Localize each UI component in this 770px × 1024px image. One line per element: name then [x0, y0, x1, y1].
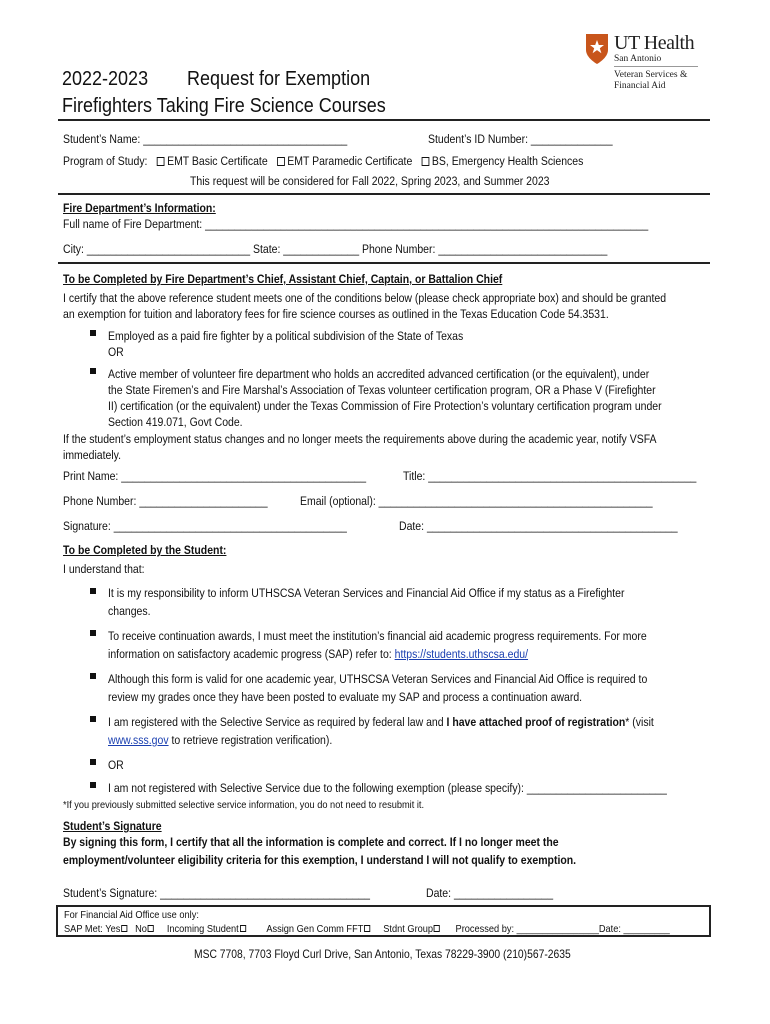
condition2-checkbox[interactable]: [90, 368, 96, 374]
bullet4-line2: [108, 732, 332, 748]
title-field[interactable]: Title: ______________________________________________: [403, 469, 697, 483]
signature-statement-line2: employment/volunteer eligibility criteria for this exemption, I understand I will not qualify to exemption.: [63, 853, 577, 867]
bullet-3: [90, 673, 96, 679]
selective-service-registered-checkbox[interactable]: [90, 716, 96, 722]
footer-address: MSC 7708, 7703 Floyd Curl Drive, San Antonio, Texas 78229-3900 (210)567-2635: [194, 947, 571, 961]
condition2-line2: the State Firemen’s and Fire Marshal’s Association of Texas volunteer certification program, OR a Phase V (Firefighter: [108, 383, 656, 397]
logo-dept-line2: Financial Aid: [614, 81, 666, 91]
student-date-field[interactable]: Date: _________________: [426, 886, 554, 900]
incoming-student-checkbox[interactable]: [240, 925, 246, 932]
fire-dept-heading: Fire Department’s Information:: [63, 201, 216, 215]
stdnt-group-label: Stdnt Group: [383, 923, 434, 935]
certify-line1: I certify that the above reference student meets one of the conditions below (please check appropriate box) and should be granted: [63, 291, 667, 305]
fire-dept-name-field[interactable]: Full name of Fire Department: ____________________________________________________________________________: [63, 217, 649, 231]
sap-yes-checkbox[interactable]: [121, 925, 127, 932]
bullet-or: [90, 759, 96, 765]
form-subtitle: Firefighters Taking Fire Science Courses: [62, 95, 386, 117]
office-use-label: For Financial Aid Office use only:: [64, 909, 199, 921]
chief-section-heading: To be Completed by Fire Department’s Chief, Assistant Chief, Captain, or Battalion Chief: [63, 272, 503, 286]
logo-subtitle: San Antonio: [614, 54, 662, 64]
program-of-study: [63, 153, 583, 169]
understand-label: I understand that:: [63, 562, 145, 576]
emt-basic-checkbox[interactable]: [157, 157, 165, 166]
student-signature-heading: Student’s Signature: [63, 819, 162, 833]
processed-by-field[interactable]: Processed by: ________________: [455, 923, 599, 935]
chief-signature-field[interactable]: Signature: ________________________________________: [63, 519, 347, 533]
signature-statement-line1: By signing this form, I certify that all the information is complete and correct. If I no longer meet the: [63, 835, 559, 849]
bullet4-text-pre: I am registered with the Selective Service as required by federal law and: [108, 715, 447, 729]
bullet4-text-post: * (visit: [625, 715, 654, 729]
form-title: Request for Exemption: [187, 68, 371, 90]
logo-dept-line1: Veteran Services &: [614, 70, 688, 80]
sss-link[interactable]: www.sss.gov: [108, 733, 169, 747]
bullet4-text-bold: I have attached proof of registration: [446, 715, 626, 729]
notify-line2: immediately.: [63, 448, 122, 462]
bullet-1: [90, 588, 96, 594]
student-id-field[interactable]: Student’s ID Number: ______________: [428, 132, 613, 146]
student-name-field[interactable]: Student’s Name: ___________________________________: [63, 132, 348, 146]
bullet4-line1: [108, 714, 654, 730]
program-label: Program of Study:: [63, 154, 148, 168]
emt-paramedic-checkbox[interactable]: [277, 157, 285, 166]
sap-yes-label: Yes: [105, 923, 121, 935]
chief-date-field[interactable]: Date: ___________________________________________: [399, 519, 678, 533]
header-divider: [58, 119, 710, 121]
bullet3-line1: Although this form is valid for one academic year, UTHSCSA Veteran Services and Financial Aid Office is required to: [108, 672, 648, 686]
bullet-2: [90, 630, 96, 636]
shield-star-icon: [584, 32, 610, 66]
sap-met-label: SAP Met:: [64, 923, 103, 935]
office-use-row: [64, 923, 670, 936]
condition1-checkbox[interactable]: [90, 330, 96, 336]
fire-dept-city-state-phone[interactable]: City: ____________________________ State: _____________ Phone Number: _____________________________: [63, 242, 608, 256]
selective-service-footnote: *If you previously submitted selective service information, you do not need to resubmit it.: [63, 799, 425, 811]
fire-dept-divider: [58, 262, 710, 264]
sap-no-checkbox[interactable]: [148, 925, 154, 932]
bullet2-line1: To receive continuation awards, I must meet the institution’s financial aid academic progress requirements. For more: [108, 629, 647, 643]
bullet1-line2: changes.: [108, 604, 151, 618]
incoming-student-label: Incoming Student: [166, 923, 239, 935]
condition-or: OR: [108, 345, 124, 359]
condition2-line1: Active member of volunteer fire department who holds an accredited advanced certification (or the equivalent), under: [108, 367, 650, 381]
stdnt-group-checkbox[interactable]: [434, 925, 440, 932]
bullet3-line2: review my grades once they have been posted to evaluate my SAP and process a continuation award.: [108, 690, 583, 704]
chief-phone-field[interactable]: Phone Number: ______________________: [63, 494, 268, 508]
bullet-or-text: OR: [108, 758, 124, 772]
logo-title: UT Health: [614, 32, 695, 54]
condition2-line3: II) certification (or the equivalent) under the Texas Commission of Fire Protection’s voluntary certification program under: [108, 399, 662, 413]
selective-service-exempt-checkbox[interactable]: [90, 782, 96, 788]
print-name-field[interactable]: Print Name: __________________________________________: [63, 469, 367, 483]
bs-ehs-checkbox[interactable]: [422, 157, 430, 166]
bs-ehs-label: BS, Emergency Health Sciences: [431, 154, 584, 168]
terms-note: This request will be considered for Fall 2022, Spring 2023, and Summer 2023: [190, 174, 550, 188]
bullet2-line2: [108, 646, 528, 662]
student-divider: [58, 193, 710, 195]
bullet1-line1: It is my responsibility to inform UTHSCSA Veteran Services and Financial Aid Office if my status as a Firefighter: [108, 586, 625, 600]
emt-basic-label: EMT Basic Certificate: [167, 154, 268, 168]
exemption-field[interactable]: I am not registered with Selective Service due to the following exemption (please specify): ________________________: [108, 781, 667, 795]
student-section-heading: To be Completed by the Student:: [63, 543, 227, 557]
sap-no-label: No: [135, 923, 147, 935]
office-use-box: [56, 905, 711, 937]
form-year: 2022-2023: [62, 68, 149, 90]
ut-health-logo: [584, 30, 714, 100]
sap-link[interactable]: https://students.uthscsa.edu/: [394, 647, 529, 661]
notify-line1: If the student’s employment status changes and no longer meets the requirements above during the academic year, notify VSFA: [63, 432, 657, 446]
emt-paramedic-label: EMT Paramedic Certificate: [287, 154, 413, 168]
bullet2-line2-text: information on satisfactory academic progress (SAP) refer to:: [108, 647, 395, 661]
assign-gen-comm-checkbox[interactable]: [364, 925, 370, 932]
condition2-line4: Section 419.071, Govt Code.: [108, 415, 243, 429]
assign-gen-comm-label: Assign Gen Comm FFT: [266, 923, 364, 935]
bullet4-line2-text: to retrieve registration verification).: [168, 733, 333, 747]
office-date-field[interactable]: Date: _________: [598, 923, 670, 935]
chief-email-field[interactable]: Email (optional): _______________________________________________: [300, 494, 653, 508]
condition1-text: Employed as a paid fire fighter by a political subdivision of the State of Texas: [108, 329, 464, 343]
certify-line2: an exemption for tuition and laboratory fees for fire science courses as outlined in the Texas Education Code 54.3531.: [63, 307, 609, 321]
student-signature-field[interactable]: Student’s Signature: ____________________________________: [63, 886, 370, 900]
